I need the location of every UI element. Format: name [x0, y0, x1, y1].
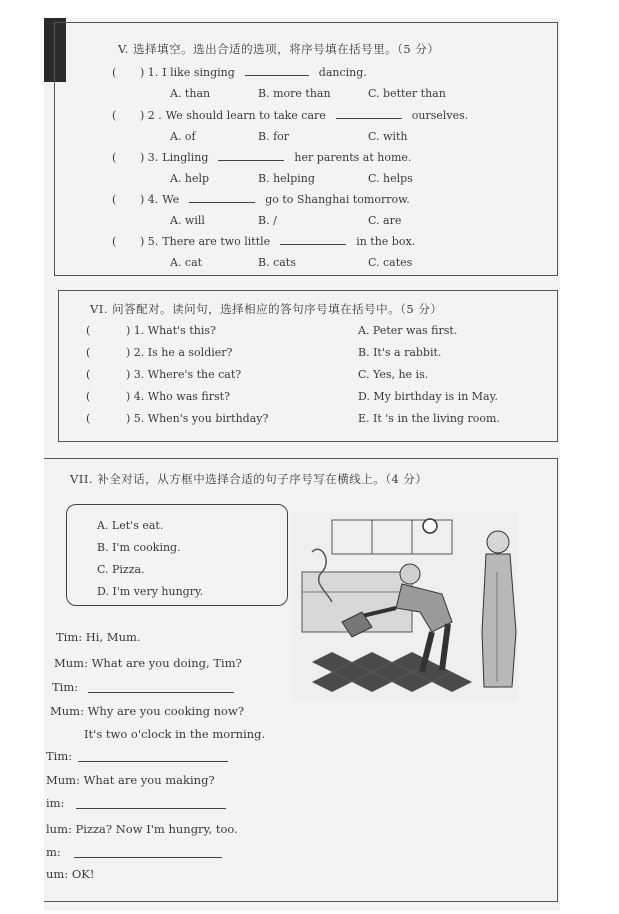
question-text: ) 1. What's this? [126, 324, 216, 337]
s6-question-5 [86, 412, 268, 426]
question-text: Lingling [162, 151, 209, 164]
question-number: ) 1. [140, 66, 159, 79]
s6-answer-b: B. It's a rabbit. [358, 346, 442, 359]
option-a: A. Let's eat. [97, 519, 164, 532]
s5-q3-option-c: C. helps [368, 172, 413, 185]
s5-q4-option-a: A. will [170, 214, 205, 227]
s5-q2-option-c: C. with [368, 130, 408, 143]
s5-question-3 [112, 151, 411, 165]
answer-paren[interactable]: ( [86, 412, 91, 425]
question-text: ) 4. Who was first? [126, 390, 230, 403]
option-c: C. Pizza. [97, 563, 145, 576]
question-text: ) 3. Where's the cat? [126, 368, 242, 381]
s6-answer-c: C. Yes, he is. [358, 368, 429, 381]
s5-q3-option-a: A. help [170, 172, 210, 185]
answer-options-box [66, 504, 288, 606]
answer-paren[interactable]: ( [112, 151, 117, 164]
s6-question-2 [86, 346, 232, 360]
s5-question-5 [112, 235, 415, 249]
kitchen-cooking-illustration [292, 512, 518, 702]
answer-blank-line[interactable] [74, 857, 222, 858]
answer-blank-line[interactable] [76, 808, 226, 809]
s5-question-4 [112, 193, 410, 207]
dialogue-line-8: im: [46, 796, 65, 810]
fill-blank[interactable] [336, 109, 402, 119]
dialogue-line-11: um: OK! [46, 867, 95, 881]
answer-paren[interactable]: ( [86, 390, 91, 403]
answer-paren[interactable]: ( [86, 346, 91, 359]
s5-q1-option-a: A. than [170, 87, 211, 100]
s5-q5-option-c: C. cates [368, 256, 413, 269]
s6-question-1 [86, 324, 216, 338]
s5-q4-option-b: B. / [258, 214, 277, 227]
option-b: B. I'm cooking. [97, 541, 181, 554]
answer-paren[interactable]: ( [86, 324, 91, 337]
s5-question-2 [112, 109, 468, 123]
s5-q1-option-c: C. better than [368, 87, 446, 100]
question-number: ) 2 . [140, 109, 162, 122]
dialogue-line-10: m: [46, 845, 61, 859]
fill-blank[interactable] [245, 66, 309, 76]
s5-q2-option-b: B. for [258, 130, 290, 143]
dialogue-line-5: It's two o'clock in the morning. [84, 727, 266, 741]
section-v-title: V. 选择填空。选出合适的选项，将序号填在括号里。（5 分） [118, 42, 440, 56]
s5-q5-option-b: B. cats [258, 256, 296, 269]
answer-paren[interactable]: ( [112, 235, 117, 248]
answer-paren[interactable]: ( [112, 193, 117, 206]
question-text: We should learn to take care [165, 109, 326, 122]
dialogue-line-6: Tim: [46, 749, 73, 763]
question-text-after: dancing. [318, 66, 367, 79]
question-text: We [162, 193, 180, 206]
s6-question-3 [86, 368, 241, 382]
dialogue-line-1: Tim: Hi, Mum. [56, 630, 141, 644]
s5-question-1 [112, 66, 367, 80]
s5-q1-option-b: B. more than [258, 87, 331, 100]
question-text-after: her parents at home. [294, 151, 412, 164]
fill-blank[interactable] [280, 235, 346, 245]
dialogue-line-9: lum: Pizza? Now I'm hungry, too. [46, 822, 238, 836]
answer-paren[interactable]: ( [112, 109, 117, 122]
answer-paren[interactable]: ( [112, 66, 117, 79]
fill-blank[interactable] [218, 151, 284, 161]
section-vi-title: VI. 问答配对。读问句，选择相应的答句序号填在括号中。（5 分） [90, 302, 443, 316]
dialogue-line-3: Tim: [52, 680, 79, 694]
answer-paren[interactable]: ( [86, 368, 91, 381]
option-d: D. I'm very hungry. [97, 585, 204, 598]
question-number: ) 5. [140, 235, 159, 248]
dialogue-line-7: Mum: What are you making? [46, 773, 215, 787]
s6-question-4 [86, 390, 230, 404]
s5-q2-option-a: A. of [170, 130, 196, 143]
question-text-after: ourselves. [411, 109, 469, 122]
question-text: There are two little [162, 235, 271, 248]
answer-blank-line[interactable] [78, 761, 228, 762]
dialogue-line-2: Mum: What are you doing, Tim? [54, 656, 242, 670]
s5-q4-option-c: C. are [368, 214, 402, 227]
s6-answer-a: A. Peter was first. [358, 324, 458, 337]
s6-answer-d: D. My birthday is in May. [358, 390, 498, 403]
question-text: ) 5. When's you birthday? [126, 412, 269, 425]
question-number: ) 4. [140, 193, 159, 206]
question-text-after: go to Shanghai tomorrow. [265, 193, 410, 206]
s5-q3-option-b: B. helping [258, 172, 315, 185]
answer-blank-line[interactable] [88, 692, 234, 693]
dialogue-line-4: Mum: Why are you cooking now? [50, 704, 244, 718]
s6-answer-e: E. It 's in the living room. [358, 412, 500, 425]
question-number: ) 3. [140, 151, 159, 164]
s5-q5-option-a: A. cat [170, 256, 203, 269]
question-text: I like singing [162, 66, 235, 79]
section-vii-title: VII. 补全对话，从方框中选择合适的句子序号写在横线上。（4 分） [70, 472, 428, 486]
fill-blank[interactable] [189, 193, 255, 203]
question-text: ) 2. Is he a soldier? [126, 346, 233, 359]
question-text-after: in the box. [356, 235, 416, 248]
